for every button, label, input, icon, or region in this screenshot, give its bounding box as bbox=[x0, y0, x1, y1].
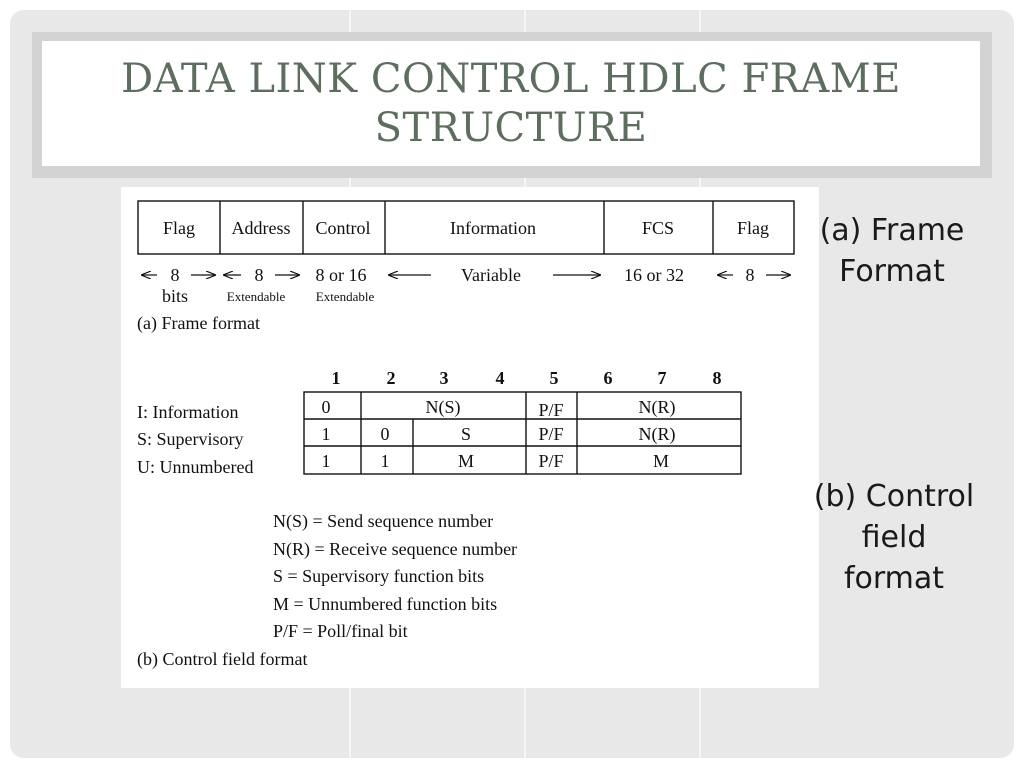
bit-number-6: 6 bbox=[603, 368, 613, 388]
u-frame-m2: M bbox=[652, 451, 670, 471]
s-frame-s: S bbox=[460, 424, 472, 444]
bit-number-1: 1 bbox=[331, 368, 341, 388]
side-caption-b-line3: format bbox=[843, 561, 945, 596]
side-caption-b-line2: field bbox=[861, 520, 927, 555]
i-frame-pf: P/F bbox=[538, 400, 564, 420]
hdlc-figure bbox=[121, 187, 819, 688]
row-label-information: I: Information bbox=[137, 402, 239, 422]
s-frame-pf: P/F bbox=[538, 424, 564, 444]
size-fcs: 16 or 32 bbox=[624, 265, 684, 285]
row-label-unnumbered: U: Unnumbered bbox=[137, 457, 254, 477]
field-information: Information bbox=[450, 218, 536, 238]
size-address: 8 bbox=[254, 265, 264, 285]
legend-s: S = Supervisory function bits bbox=[273, 566, 485, 586]
size-flag-start: 8 bbox=[170, 265, 180, 285]
i-frame-ns: N(S) bbox=[425, 397, 461, 417]
frame-format-caption: (a) Frame format bbox=[137, 313, 260, 333]
control-field-caption: (b) Control field format bbox=[137, 649, 308, 669]
u-frame-m: M bbox=[457, 451, 475, 471]
s-frame-bit1: 1 bbox=[321, 424, 331, 444]
legend-ns: N(S) = Send sequence number bbox=[273, 511, 494, 531]
bit-number-3: 3 bbox=[439, 368, 449, 388]
s-frame-nr: N(R) bbox=[638, 424, 676, 444]
size-control: 8 or 16 bbox=[315, 265, 367, 285]
slide-title bbox=[121, 55, 901, 153]
size-unit-bits: bits bbox=[161, 286, 189, 306]
slide-title-line2: STRUCTURE bbox=[374, 104, 648, 151]
hdlc-diagram bbox=[121, 187, 819, 688]
u-frame-bit1: 1 bbox=[321, 451, 331, 471]
row-label-supervisory: S: Supervisory bbox=[137, 429, 244, 449]
size-information: Variable bbox=[461, 265, 521, 285]
title-panel bbox=[42, 41, 980, 166]
bit-numbers bbox=[332, 368, 722, 388]
bit-number-4: 4 bbox=[495, 368, 505, 388]
field-control: Control bbox=[315, 218, 371, 238]
i-frame-nr: N(R) bbox=[638, 397, 676, 417]
legend bbox=[273, 511, 517, 641]
address-extendable-note: Extendable bbox=[226, 289, 286, 304]
field-fcs: FCS bbox=[641, 218, 675, 238]
s-frame-bit2: 0 bbox=[380, 424, 390, 444]
side-caption-a: (a) Frame Format bbox=[819, 213, 965, 289]
size-notes bbox=[227, 289, 375, 304]
bit-number-8: 8 bbox=[712, 368, 722, 388]
legend-nr: N(R) = Receive sequence number bbox=[273, 539, 518, 559]
frame-field-labels bbox=[163, 218, 769, 238]
bit-number-5: 5 bbox=[549, 368, 559, 388]
bit-number-2: 2 bbox=[386, 368, 396, 388]
u-frame-bit2: 1 bbox=[380, 451, 390, 471]
slide-title-line1: DATA LINK CONTROL HDLC FRAME bbox=[121, 55, 901, 102]
control-cells bbox=[322, 397, 676, 471]
control-extendable-note: Extendable bbox=[315, 289, 375, 304]
legend-m: M = Unnumbered function bits bbox=[273, 594, 498, 614]
side-caption-b-line1: (b) Control bbox=[813, 479, 975, 514]
i-frame-bit1: 0 bbox=[321, 397, 331, 417]
bit-number-7: 7 bbox=[657, 368, 667, 388]
u-frame-pf: P/F bbox=[538, 451, 564, 471]
control-row-labels bbox=[137, 402, 253, 477]
field-flag-end: Flag bbox=[736, 218, 770, 238]
side-caption-b bbox=[802, 476, 986, 599]
legend-pf: P/F = Poll/final bit bbox=[273, 621, 408, 641]
field-flag-start: Flag bbox=[162, 218, 196, 238]
field-address: Address bbox=[231, 218, 291, 238]
size-flag-end: 8 bbox=[745, 265, 755, 285]
title-frame bbox=[32, 32, 992, 178]
